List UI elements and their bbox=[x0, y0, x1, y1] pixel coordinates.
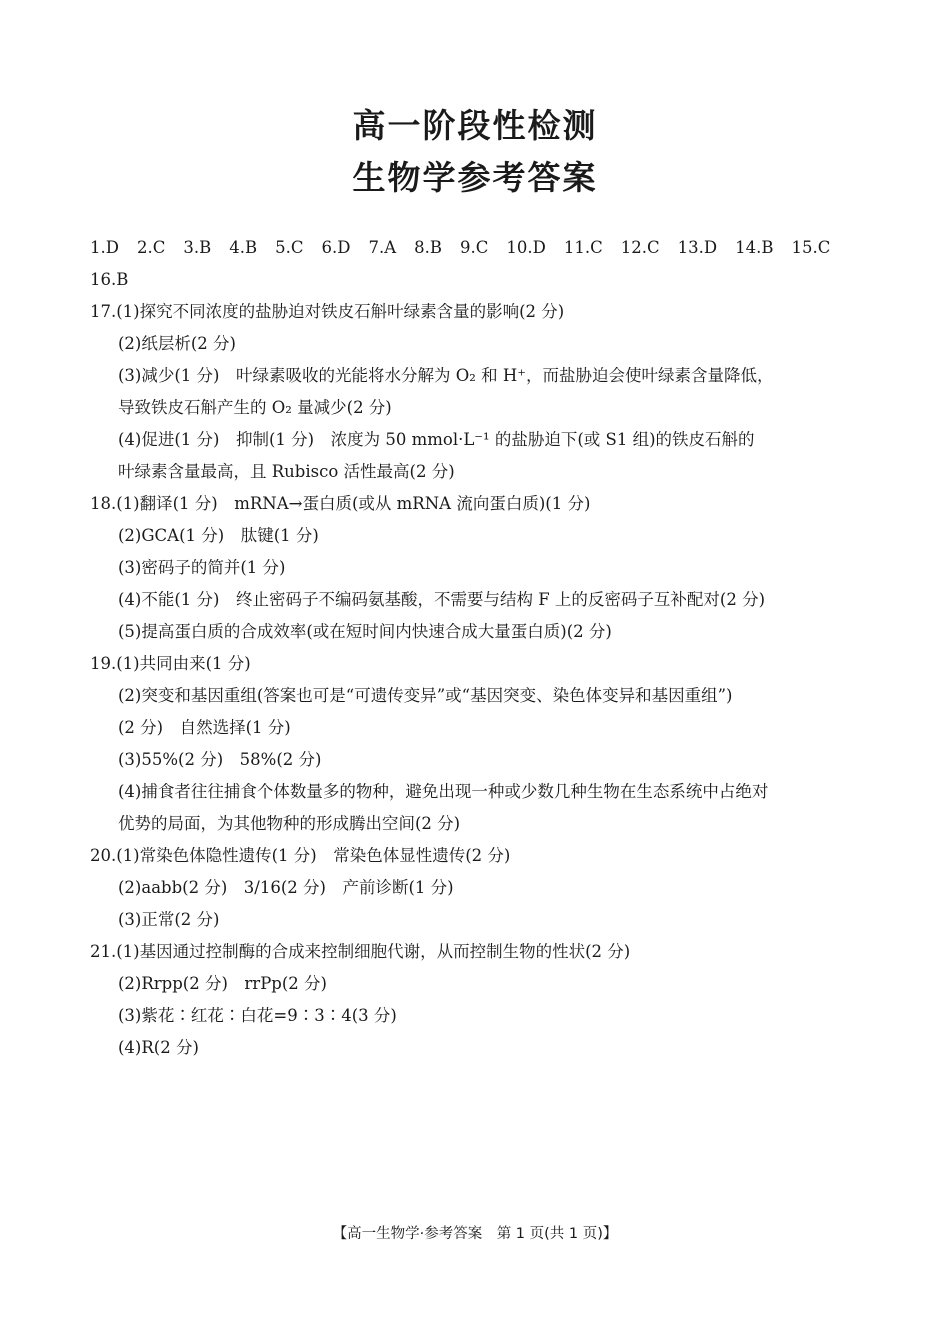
answer-line: 19.(1)共同由来(1 分) bbox=[90, 654, 251, 673]
mc-answer: 3.B bbox=[183, 238, 212, 257]
answer-line: (5)提高蛋白质的合成效率(或在短时间内快速合成大量蛋白质)(2 分) bbox=[118, 622, 612, 641]
mc-answer: 6.D bbox=[321, 238, 351, 257]
mc-answer: 8.B bbox=[414, 238, 443, 257]
mc-answer: 2.C bbox=[136, 238, 166, 257]
answer-line: (4)不能(1 分) 终止密码子不编码氨基酸，不需要与结构 F 上的反密码子互补配对(2 分) bbox=[118, 590, 766, 609]
mc-answer: 4.B bbox=[229, 238, 258, 257]
answer-line: (2 分) 自然选择(1 分) bbox=[118, 718, 291, 737]
mc-answer: 5.C bbox=[275, 238, 304, 257]
page-footer: 【高一生物学·参考答案 第 1 页(共 1 页)】 bbox=[332, 1226, 618, 1242]
mc-answer: 9.C bbox=[460, 238, 489, 257]
answer-line: (2)GCA(1 分) 肽键(1 分) bbox=[118, 526, 319, 545]
mc-answer: 14.B bbox=[735, 238, 774, 257]
mc-answer: 13.D bbox=[677, 238, 718, 257]
answer-line: 优势的局面，为其他物种的形成腾出空间(2 分) bbox=[118, 814, 461, 833]
document-subtitle: 生物学参考答案 bbox=[352, 158, 598, 197]
answer-line: (4)R(2 分) bbox=[118, 1038, 199, 1057]
answer-line: 20.(1)常染色体隐性遗传(1 分) 常染色体显性遗传(2 分) bbox=[90, 846, 511, 865]
answer-line: (2)Rrpp(2 分) rrPp(2 分) bbox=[118, 974, 327, 993]
document-title: 高一阶段性检测 bbox=[352, 106, 598, 145]
mc-answer: 10.D bbox=[506, 238, 546, 257]
answer-content bbox=[90, 232, 865, 1064]
answer-line: (3)减少(1 分) 叶绿素吸收的光能将水分解为 O₂ 和 H⁺，而盐胁迫会使叶绿素含量降低， bbox=[118, 366, 774, 385]
answer-line: (4)促进(1 分) 抑制(1 分) 浓度为 50 mmol·L⁻¹ 的盐胁迫下(或 S1 组)的铁皮石斛的 bbox=[118, 430, 755, 449]
answer-line: 21.(1)基因通过控制酶的合成来控制细胞代谢，从而控制生物的性状(2 分) bbox=[90, 942, 631, 961]
multiple-choice-answers bbox=[90, 232, 865, 296]
free-response-answers bbox=[90, 296, 865, 1064]
answer-line: (2)aabb(2 分) 3/16(2 分) 产前诊断(1 分) bbox=[118, 878, 454, 897]
mc-answer: 11.C bbox=[563, 238, 603, 257]
answer-line: 17.(1)探究不同浓度的盐胁迫对铁皮石斛叶绿素含量的影响(2 分) bbox=[90, 302, 565, 321]
mc-answer: 15.C bbox=[791, 238, 831, 257]
mc-answer: 1.D bbox=[90, 238, 119, 257]
answer-line: (3)紫花∶红花∶白花=9∶3∶4(3 分) bbox=[118, 1006, 397, 1025]
mc-answer: 16.B bbox=[90, 270, 129, 289]
answer-line: (2)纸层析(2 分) bbox=[118, 334, 236, 353]
answer-line: (2)突变和基因重组(答案也可是“可遗传变异”或“基因突变、染色体变异和基因重组”) bbox=[118, 686, 733, 705]
mc-answer: 7.A bbox=[368, 238, 397, 257]
mc-answer: 12.C bbox=[620, 238, 660, 257]
answer-line: (4)捕食者往往捕食个体数量多的物种，避免出现一种或少数几种生物在生态系统中占绝对 bbox=[118, 782, 769, 801]
answer-line: 叶绿素含量最高，且 Rubisco 活性最高(2 分) bbox=[118, 462, 455, 481]
answer-line: (3)正常(2 分) bbox=[118, 910, 220, 929]
answer-line: (3)55%(2 分) 58%(2 分) bbox=[118, 750, 322, 769]
answer-line: 18.(1)翻译(1 分) mRNA→蛋白质(或从 mRNA 流向蛋白质)(1 分) bbox=[90, 494, 591, 513]
answer-line: (3)密码子的简并(1 分) bbox=[118, 558, 286, 577]
answer-line: 导致铁皮石斛产生的 O₂ 量减少(2 分) bbox=[118, 398, 392, 417]
